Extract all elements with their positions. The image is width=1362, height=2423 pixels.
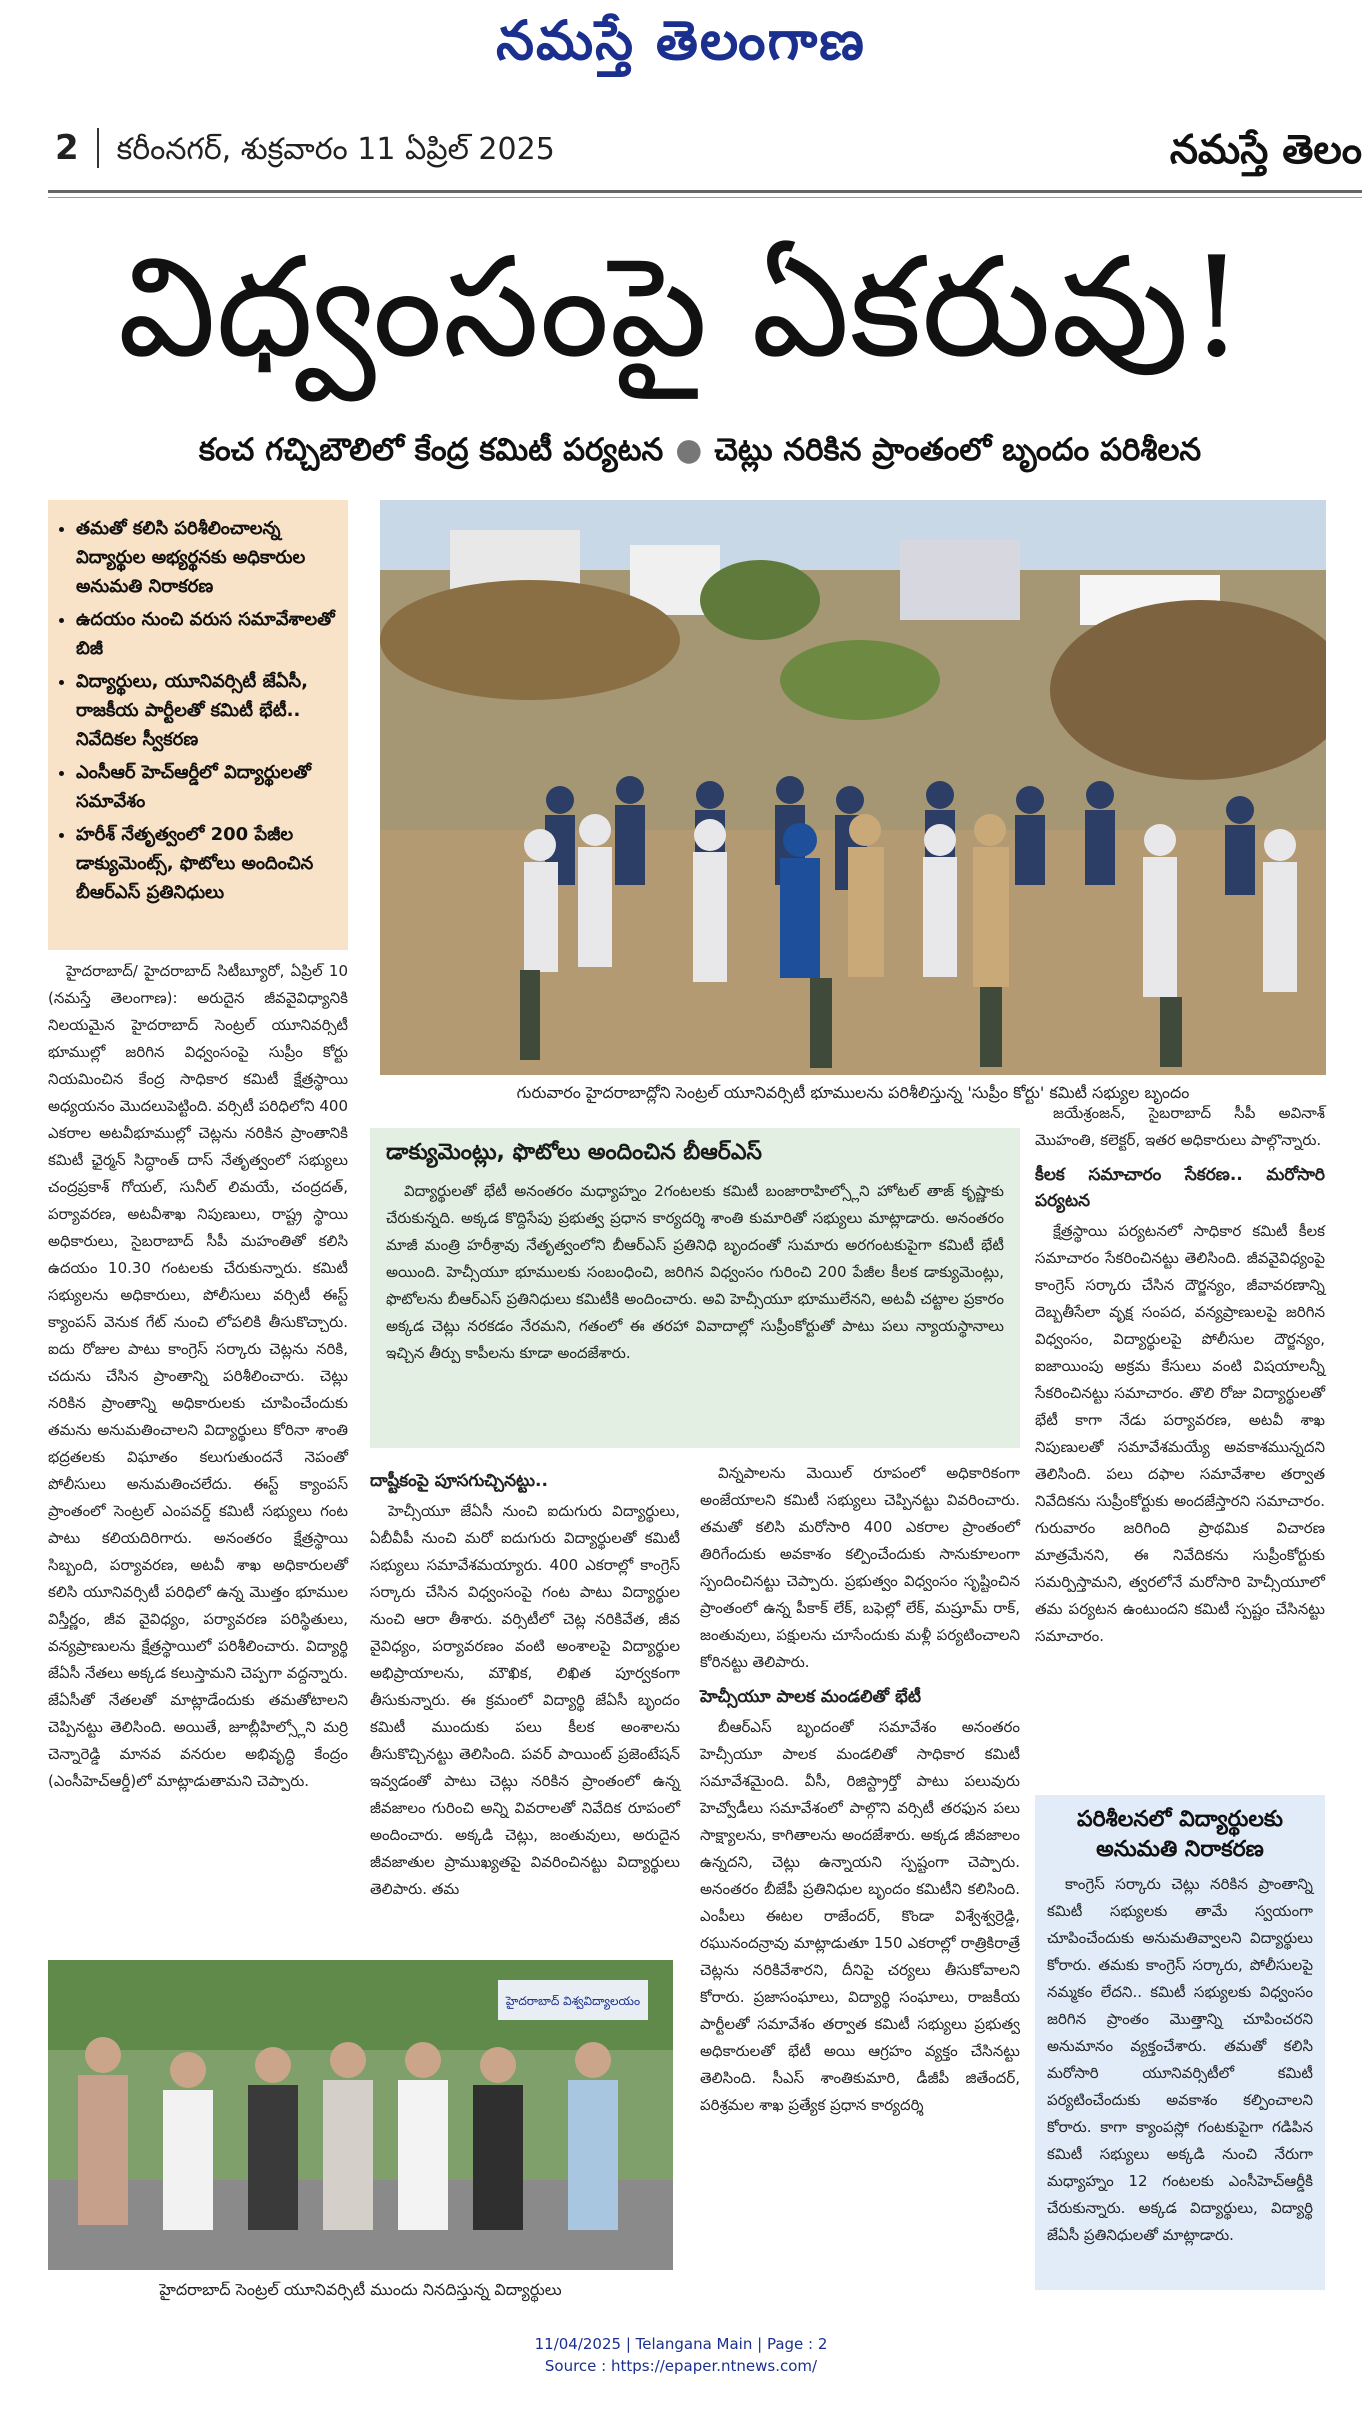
subhead-left: కంచ గచ్చిబౌలిలో కేంద్ర కమిటీ పర్యటన — [198, 432, 664, 468]
body-paragraph: జయేశ్రంజన్, సైబరాబాద్ సీపీ అవినాశ్ మొహంతి, కలెక్టర్, ఇతర అధికారులు పాల్గొన్నారు. — [1035, 1104, 1325, 1149]
bullet-icon: ● — [675, 432, 703, 468]
students-box-text: కాంగ్రెస్ సర్కారు చెట్లు నరికిన ప్రాంతాన్ని కమిటీ సభ్యులకు తామే స్వయంగా చూపించేందుకు అనుమతివ్వాలని విద్యార్థులు కోరారు. తమకు కాంగ్రెస్ సర్కారు, పోలీసులపై నమ్మకం లేదని.. కమిటీ సభ్యులకు విధ్వంసం జరిగిన ప్రాంతం మొత్తాన్ని చూపించరని అనుమానం వ్యక్తంచేశారు. తమతో కలిసి మరోసారి యూనివర్సిటీలో కమిటీ పర్యటించేందుకు అవకాశం కల్పించాలని కోరారు. కాగా క్యాంపస్లో గంటకుపైగా గడిపిన కమిటీ సభ్యులు అక్కడి నుంచి నేరుగా మధ్యాహ్నం 12 గంటలకు ఎంసీహెచ్ఆర్డీకి చేరుకున్నారు. అక్కడ విద్యార్థులు, విద్యార్థి జేఏసీ ప్రతినిధులతో మాట్లాడారు. — [1047, 1875, 1313, 2244]
body-paragraph: హైదరాబాద్/ హైదరాబాద్ సిటీబ్యూరో, ఏప్రిల్ 10 (నమస్తే తెలంగాణ): అరుదైన జీవవైవిధ్యానికి నిలయమైన హైదరాబాద్ సెంట్రల్ యూనివర్సిటీ భూముల్లో జరిగిన విధ్వంసంపై సుప్రీం కోర్టు నియమించిన కేంద్ర సాధికార కమిటీ క్షేత్రస్థాయి అధ్యయనం మొదలుపెట్టింది. వర్సిటీ పరిధిలోని 400 ఎకరాల అటవీభూముల్లో చెట్లను నరికిన ప్రాంతానికి కమిటీ ఛైర్మన్ సిద్ధాంత్ దాస్ నేతృత్వంలో సభ్యులు చంద్రప్రకాశ్ గోయల్, సునీల్ లిమయే, చంద్రదత్, పర్యావరణ, అటవీశాఖ నిపుణులు, రాష్ట్ర స్థాయి అధికారులు, సైబరాబాద్ సీపీ మహంతితో కలిసి ఉదయం 10.30 గంటలకు చేరుకున్నారు. కమిటీ సభ్యులను అధికారులు, పోలీసులు వర్సిటీ ఈస్ట్ క్యాంపస్ వెనుక గేట్ నుంచి లోపలికి తీసుకొచ్చారు. ఐదు రోజుల పాటు కాంగ్రెస్ సర్కారు చెట్లను నరికి, చదును చేసిన ప్రాంతాన్ని పరిశీలించారు. చెట్లు నరికిన ప్రాంతాన్ని అధికారులకు చూపించేందుకు తమను అనుమతించాలని విద్యార్థులు కోరినా శాంతి భద్రతలకు విఘాతం కలుగుతుందనే నెపంతో పోలీసులు అనుమతించలేదు. ఈస్ట్ క్యాంపస్ ప్రాంతంలో సెంట్రల్ ఎంపవర్డ్ కమిటీ సభ్యులు గంట పాటు కలియదిరిగారు. అనంతరం క్షేత్రస్థాయి సిబ్బంది, పర్యావరణ, అటవీ శాఖ అధికారులతో కలిసి యూనివర్సిటీ పరిధిలో ఉన్న మొత్తం భూముల విస్తీర్ణం, జీవ వైవిధ్యం, పర్యావరణ పరిస్థితులు, వన్యప్రాణులను క్షేత్రస్థాయిలో పరిశీలించారు. విద్యార్థి జేఏసీ నేతలు అక్కడ కలుస్తామని చెప్పగా వద్దన్నారు. జేఏసీతో నేతలతో మాట్లాడేందుకు తమతోటాలని చెప్పినట్టు తెలిసింది. అయితే, జూబ్లీహిల్స్లోని మర్రి చెన్నారెడ్డి మానవ వనరుల అభివృద్ధి కేంద్రం (ఎంసీహెచ్ఆర్డీ)లో మాట్లాడుతామని చెప్పారు. — [48, 962, 348, 1790]
highlight-item: • ఎంసీఆర్ హెచ్ఆర్డీలో విద్యార్థులతో సమావేశం — [76, 758, 338, 816]
subheadline — [60, 432, 1340, 475]
column-4 — [1035, 1100, 1325, 1656]
subhead-right: చెట్లు నరికిన ప్రాంతంలో బృందం పరిశీలన — [714, 432, 1202, 468]
body-paragraph: బీఆర్ఎస్ బృందంతో సమావేశం అనంతరం హెచ్సీయూ పాలక మండలితో సాధికార కమిటీ సమావేశమైంది. వీసీ, రిజిస్ట్రార్తో పాటు పలువురు హెచ్వోడీలు సమావేశంలో పాల్గొని వర్సిటీ తరఫున పలు సాక్ష్యాలను, కాగితాలను అందజేశారు. అక్కడ జీవజాలం ఉన్నదని, చెట్లు ఉన్నాయని స్పష్టంగా చెప్పారు. అనంతరం బీజేపీ ప్రతినిధుల బృందం కమిటీని కలిసింది. ఎంపీలు ఈటల రాజేందర్, కొండా విశ్వేశ్వర్రెడ్డి, రఘునందన్రావు మాట్లాడుతూ 150 ఎకరాల్లో రాత్రికిరాత్రే చెట్లను నరికివేశారని, దీనిపై చర్యలు తీసుకోవాలని కోరారు. ప్రజాసంఘాలు, విద్యార్థి సంఘాలు, రాజకీయ పార్టీలతో సమావేశం తర్వాత కమిటీ సభ్యులు ప్రభుత్వ అధికారులతో భేటీ అయి ఆగ్రహం వ్యక్తం చేసినట్టు తెలిసింది. సీఎస్ శాంతికుమారి, డీజీపీ జితేందర్, పరిశ్రమల శాఖ ప్రత్యేక ప్రధాన కార్యదర్శి — [700, 1718, 1020, 2114]
column-3-subhead: హెచ్సీయూ పాలక మండలితో భేటీ — [700, 1687, 921, 1707]
highlights-box — [48, 500, 348, 950]
dateline-text: కరీంనగర్, శుక్రవారం 11 ఏప్రిల్ 2025 — [116, 132, 555, 167]
students-denied-box — [1035, 1795, 1325, 2290]
brs-box-text: విద్యార్థులతో భేటీ అనంతరం మధ్యాహ్నం 2గంటలకు కమిటీ బంజారాహిల్స్లోని హోటల్ తాజ్ కృష్ణాకు చేరుకున్నది. అక్కడ కొద్దిసేపు ప్రభుత్వ ప్రధాన కార్యదర్శి శాంతి కుమారితో సభ్యులు మాట్లాడారు. అనంతరం మాజీ మంత్రి హరీశ్రావు నేతృత్వంలోని బీఆర్ఎస్ ప్రతినిధి బృందంతో సుమారు అరగంటకుపైగా కమిటీ భేటీ అయింది. హెచ్సీయూ భూములకు సంబంధించి, జరిగిన విధ్వంసం గురించి 200 పేజీల కీలక డాక్యుమెంట్లు, ఫొటోలను బీఆర్ఎస్ ప్రతినిధులు కమిటీకి అందించారు. అవి హెచ్సీయూ భూములేనని, అటవీ చట్టాల ప్రకారం అక్కడ చెట్లు నరకడం నేరమని, గతంలో ఈ తరహా వివాదాల్లో సుప్రీంకోర్టుతో పాటు పలు న్యాయస్థానాలు ఇచ్చిన తీర్పు కాపీలను కూడా అందజేశారు. — [386, 1182, 1004, 1362]
column-2-subhead: దాష్టీకంపై పూసగుచ్చినట్టు.. — [370, 1471, 548, 1491]
column-2 — [370, 1460, 680, 1909]
right-masthead: నమస్తే తెలం — [1169, 126, 1362, 173]
header-rule — [48, 190, 1362, 193]
students-photo-caption: హైదరాబాద్ సెంట్రల్ యూనివర్సిటీ ముందు నినదిస్తున్న విద్యార్థులు — [159, 2280, 562, 2299]
footer-source: Source : https://epaper.ntnews.com/ — [544, 2357, 818, 2375]
sign-text: హైదరాబాద్ విశ్వవిద్యాలయం — [505, 1994, 641, 2008]
students-box-title: పరిశీలనలో విద్యార్థులకు అనుమతి నిరాకరణ — [1076, 1807, 1284, 1862]
highlight-item: • ఉదయం నుంచి వరుస సమావేశాలతో బిజీ — [76, 605, 338, 663]
masthead — [0, 0, 1362, 80]
body-paragraph: క్షేత్రస్థాయి పర్యటనలో సాధికార కమిటీ కీలక సమాచారం సేకరించినట్టు తెలిసింది. జీవవైవిధ్యంపై కాంగ్రెస్ సర్కారు చేసిన దౌర్జన్యం, జీవావరణాన్ని దెబ్బతీసేలా వృక్ష సంపద, వన్యప్రాణులపై జరిగిన విధ్వంసం, విద్యార్థులపై పోలీసుల దౌర్జన్యం, ఐజాయింపు అక్రమ కేసులు వంటి విషయాలన్నీ సేకరించినట్టు సమాచారం. తొలి రోజు విద్యార్థులతో భేటీ కాగా నేడు పర్యావరణ, అటవీ శాఖ నిపుణులతో సమావేశమయ్యే అవకాశమున్నదని తెలిసింది. పలు దఫాల సమావేశాల తర్వాత నివేదికను సుప్రీంకోర్టుకు అందజేస్తారని సమాచారం. గురువారం జరిగింది ప్రాథమిక విచారణ మాత్రమేనని, ఈ నివేదికను సుప్రీంకోర్టుకు సమర్పిస్తామని, త్వరలోనే మరోసారి హెచ్సీయూలో తమ పర్యటన ఉంటుందని కమిటీ స్పష్టం చేసినట్టు సమాచారం. — [1035, 1222, 1325, 1645]
footer-edition: 11/04/2025 | Telangana Main | Page : 2 — [534, 2335, 828, 2353]
dateline — [55, 128, 555, 174]
brs-box — [370, 1128, 1020, 1448]
page-number: 2 — [55, 128, 99, 168]
brs-box-title: డాక్యుమెంట్లు, ఫొటోలు అందించిన బీఆర్ఎస్ — [386, 1140, 762, 1165]
body-paragraph: హెచ్సీయూ జేఏసీ నుంచి ఐదుగురు విద్యార్థులు, ఏబీవీపీ నుంచి మరో ఐదుగురు విద్యార్థులతో కమిటీ సభ్యులు సమావేశమయ్యారు. 400 ఎకరాల్లో కాంగ్రెస్ సర్కారు చేసిన విధ్వంసంపై గంట పాటు విద్యార్థుల నుంచి ఆరా తీశారు. వర్సిటీలో చెట్ల నరికివేత, జీవ వైవిధ్యం, పర్యావరణం వంటి అంశాలపై విద్యార్థుల అభిప్రాయాలను, మౌఖిక, లిఖిత పూర్వకంగా తీసుకున్నారు. ఈ క్రమంలో విద్యార్థి జేఏసీ బృందం కమిటీ ముందుకు పలు కీలక అంశాలను తీసుకొచ్చినట్టు తెలిసింది. పవర్ పాయింట్ ప్రజెంటేషన్ ఇవ్వడంతో పాటు చెట్లు నరికిన ప్రాంతంలో ఉన్న జీవజాలం గురించి అన్ని వివరాలతో నివేదిక రూపంలో అందించారు. అక్కడి చెట్లు, జంతువులు, అరుదైన జీవజాతుల ప్రాముఖ్యతపై వివరించినట్టు విద్యార్థులు తెలిపారు. తమ — [370, 1502, 680, 1898]
students-photo — [48, 1960, 673, 2270]
highlight-item: • తమతో కలిసి పరిశీలించాలన్న విద్యార్థుల అభ్యర్థనకు అధికారుల అనుమతి నిరాకరణ — [76, 514, 338, 601]
headline: విధ్వంసంపై ఏకరువు! — [117, 227, 1245, 388]
highlight-item: • విద్యార్థులు, యూనివర్సిటీ జేఏసీ, రాజకీయ పార్టీలతో కమిటీ భేటీ.. నివేదికల స్వీకరణ — [76, 667, 338, 754]
column-4-subhead: కీలక సమాచారం సేకరణ.. మరోసారి పర్యటన — [1035, 1165, 1325, 1211]
lead-photo — [380, 500, 1326, 1075]
column-1 — [48, 958, 348, 1801]
body-paragraph: విన్నపాలను మెయిల్ రూపంలో అధికారికంగా అంజేయాలని కమిటీ సభ్యులు చెప్పినట్టు వివరించారు. తమతో కలిసి మరోసారి 400 ఎకరాల ప్రాంతంలో తిరిగేందుకు అవకాశం కల్పించేందుకు సానుకూలంగా స్పందించినట్టు చెప్పారు. ప్రభుత్వం విధ్వంసం సృష్టించిన ప్రాంతంలో ఉన్న పీకాక్ లేక్, బఫెల్లో లేక్, మష్రూమ్ రాక్, జంతువులు, పక్షులను చూసేందుకు మళ్లీ పర్యటించాలని కోరినట్టు తెలిపారు. — [700, 1464, 1020, 1671]
column-3 — [700, 1460, 1020, 2125]
masthead-title: నమస్తే తెలంగాణ — [496, 8, 866, 72]
highlight-item: • హరీశ్ నేతృత్వంలో 200 పేజీల డాక్యుమెంట్స్, ఫొటోలు అందించిన బీఆర్ఎస్ ప్రతినిధులు — [76, 820, 338, 907]
header-rule-thin — [48, 197, 1362, 198]
lead-photo-caption: గురువారం హైదరాబాద్లోని సెంట్రల్ యూనివర్సిటీ భూములను పరిశీలిస్తున్న 'సుప్రీం కోర్టు' కమిటీ సభ్యుల బృందం — [516, 1083, 1190, 1102]
footer — [0, 2333, 1362, 2377]
